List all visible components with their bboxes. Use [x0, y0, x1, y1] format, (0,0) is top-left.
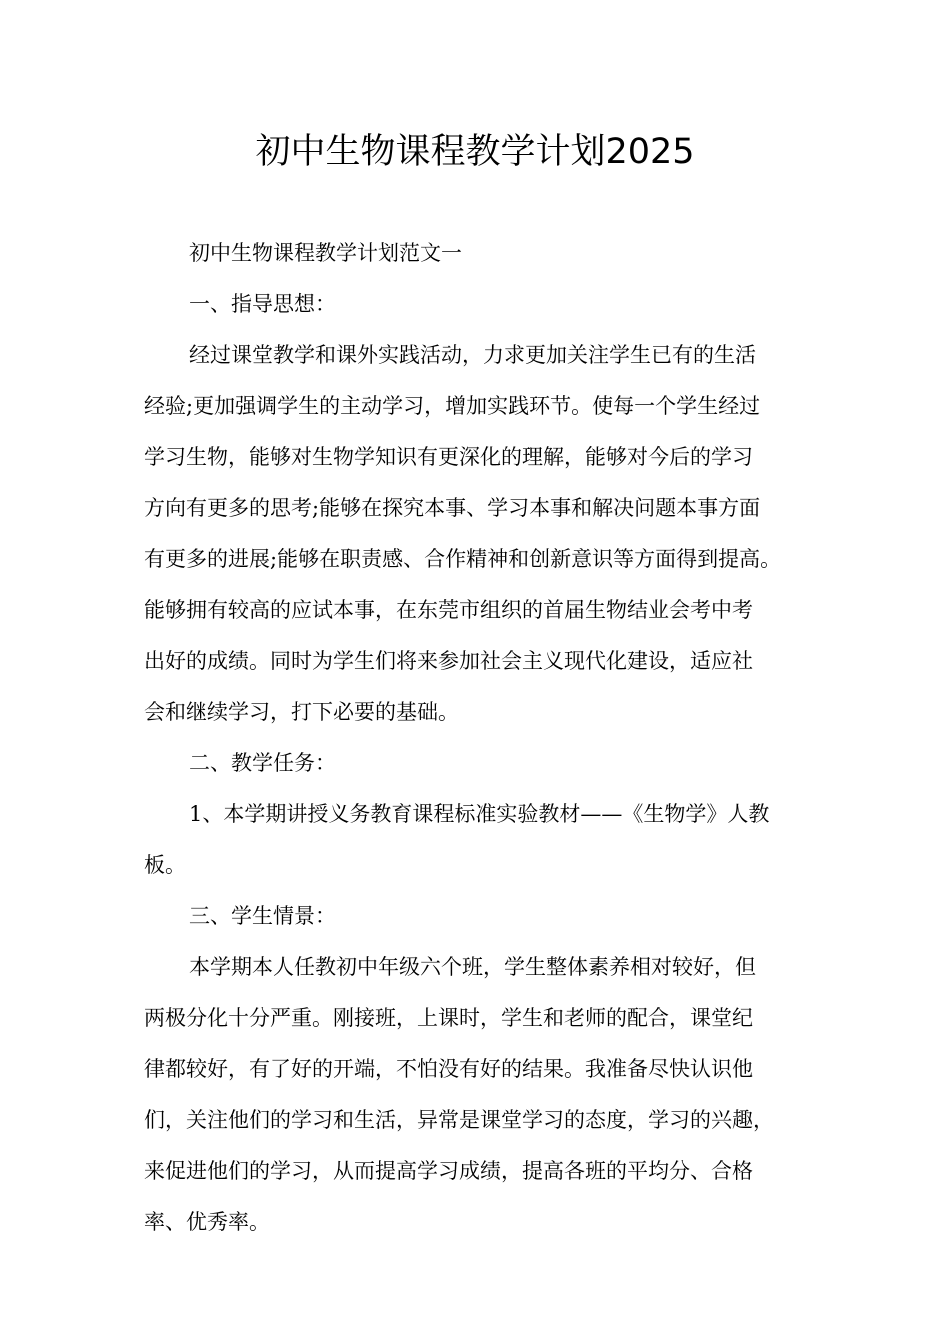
body-line: 率、优秀率。 [144, 1210, 270, 1234]
body-line: 来促进他们的学习，从而提高学习成绩，提高各班的平均分、合格 [144, 1159, 753, 1183]
body-line: 能够拥有较高的应试本事，在东莞市组织的首届生物结业会考中考 [144, 598, 753, 622]
body-line: 两极分化十分严重。刚接班，上课时，学生和老师的配合，课堂纪 [144, 1006, 753, 1030]
body-line: 们，关注他们的学习和生活，异常是课堂学习的态度，学习的兴趣， [144, 1108, 774, 1132]
body-line: 三、学生情景： [189, 904, 336, 928]
document-body [144, 228, 810, 1248]
body-line: 律都较好，有了好的开端，不怕没有好的结果。我准备尽快认识他 [144, 1057, 753, 1081]
body-line: 学习生物，能够对生物学知识有更深化的理解，能够对今后的学习 [144, 445, 753, 469]
body-line: 经验;更加强调学生的主动学习，增加实践环节。使每一个学生经过 [144, 394, 761, 418]
body-line: 经过课堂教学和课外实践活动，力求更加关注学生已有的生活 [189, 343, 756, 367]
body-line: 一、指导思想： [189, 292, 336, 316]
body-line: 板。 [144, 853, 186, 877]
body-line: 会和继续学习，打下必要的基础。 [144, 700, 459, 724]
document-title: 初中生物课程教学计划2025 [255, 132, 695, 172]
body-line: 本学期本人任教初中年级六个班，学生整体素养相对较好，但 [189, 955, 756, 979]
body-line: 有更多的进展;能够在职责感、合作精神和创新意识等方面得到提高。 [144, 547, 782, 571]
body-line: 方向有更多的思考;能够在探究本事、学习本事和解决问题本事方面 [144, 496, 761, 520]
body-line: 出好的成绩。同时为学生们将来参加社会主义现代化建设，适应社 [144, 649, 753, 673]
body-line: 初中生物课程教学计划范文一 [189, 241, 462, 265]
body-line: 1、本学期讲授义务教育课程标准实验教材——《生物学》人教 [189, 802, 770, 826]
body-line: 二、教学任务： [189, 751, 336, 775]
